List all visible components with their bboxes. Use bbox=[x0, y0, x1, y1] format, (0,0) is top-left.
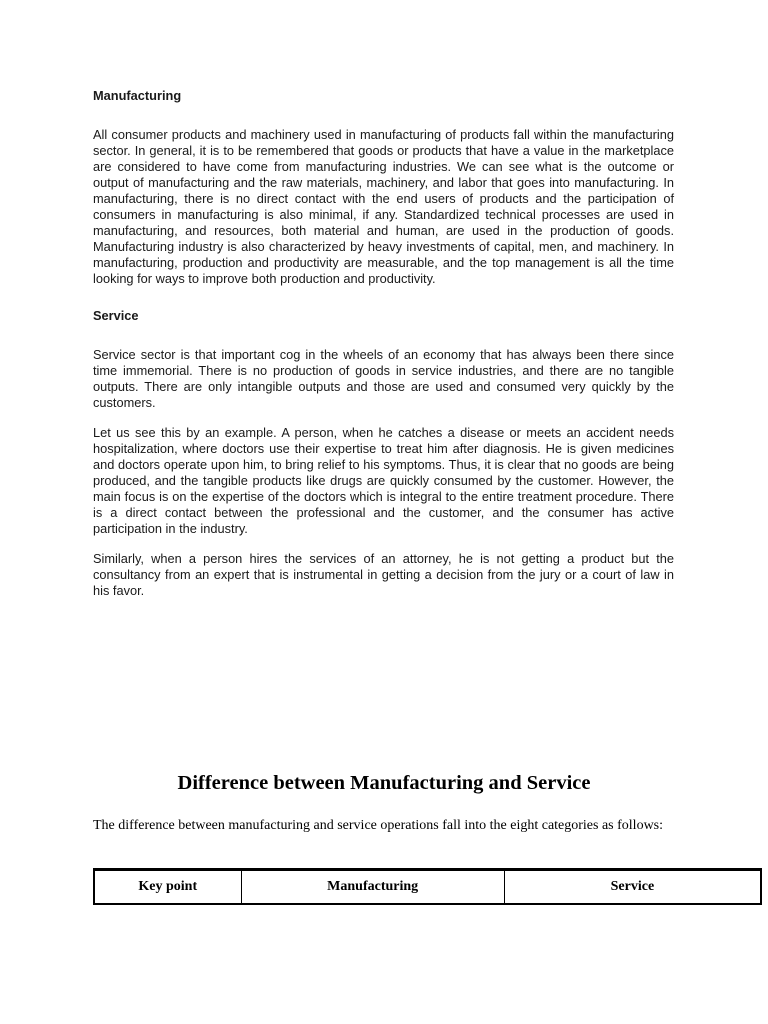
paragraph-service-intro: Service sector is that important cog in the wheels of an economy that has always been there since time immemorial. There is no production of goods in service industries, and there are no tangible outputs. There are only intangible outputs and those are used and consumed very quickly by the customers. bbox=[93, 347, 674, 410]
document-body bbox=[93, 88, 674, 613]
paragraph-manufacturing: All consumer products and machinery used in manufacturing of products fall within the manufacturing sector. In general, it is to be remembered that goods or products that have a value in the marketplace are considered to have come from manufacturing industries. We can see what is the outcome or output of manufacturing and the raw materials, machinery, and labor that goes into manufacturing. In manufacturing, there is no direct contact with the end users of products and the participation of consumers in manufacturing is also minimal, if any. Standardized technical processes are used in manufacturing, and resources, both material and human, are used in the production of goods. Manufacturing industry is also characterized by heavy investments of capital, men, and machinery. In manufacturing, production and productivity are measurable, and the top management is all the time looking for ways to improve both production and productivity. bbox=[93, 127, 674, 286]
section-heading-service: Service bbox=[93, 308, 139, 323]
section-heading-manufacturing: Manufacturing bbox=[93, 88, 182, 103]
comparison-table bbox=[93, 868, 762, 905]
difference-title: Difference between Manufacturing and Service bbox=[177, 772, 591, 794]
column-header-key-point: Key point bbox=[95, 870, 242, 903]
section-service bbox=[93, 308, 674, 599]
difference-intro: The difference between manufacturing and service operations fall into the eight categories as follows: bbox=[93, 818, 664, 833]
section-manufacturing bbox=[93, 88, 674, 287]
column-header-service: Service bbox=[505, 870, 760, 903]
table-header-row bbox=[95, 870, 760, 903]
paragraph-service-example: Let us see this by an example. A person, when he catches a disease or meets an accident needs hospitalization, where doctors use their expertise to treat him after diagnosis. He is given medicines and doctors operate upon him, to bring relief to his symptoms. Thus, it is clear that no goods are being produced, and the tangible products like drugs are quickly consumed by the customer. However, the main focus is on the expertise of the doctors which is integral to the entire treatment procedure. There is a direct contact between the professional and the customer, and the consumer has active participation in the industry. bbox=[93, 425, 674, 536]
paragraph-service-attorney: Similarly, when a person hires the services of an attorney, he is not getting a product but the consultancy from an expert that is instrumental in getting a decision from the jury or a court of law in his favor. bbox=[93, 551, 674, 598]
column-header-manufacturing: Manufacturing bbox=[242, 870, 505, 903]
